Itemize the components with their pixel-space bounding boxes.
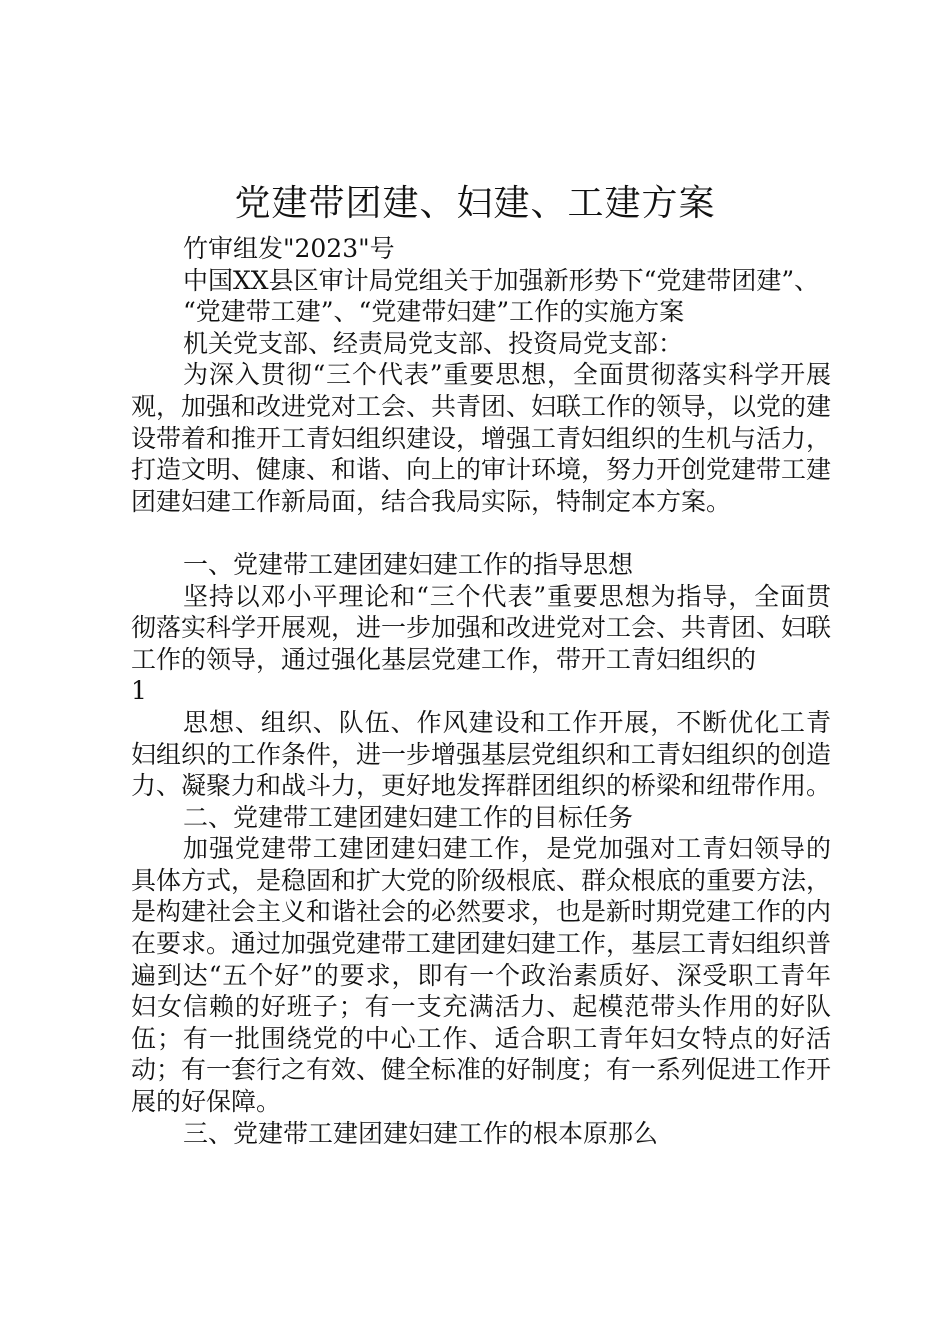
document-subtitle-line1: 中国XX县区审计局党组关于加强新形势下“党建带团建”、 [183,265,820,295]
section1-paragraph1: 坚持以邓小平理论和“三个代表”重要思想为指导，全面贯彻落实科学开展观，进一步加强和改进党对工会、共青团、妇联工作的领导，通过强化基层党建工作，带开工青妇组织的 [131,581,832,674]
section2-heading: 二、党建带工建团建妇建工作的目标任务 [183,802,634,832]
recipients-line: 机关党支部、经责局党支部、投资局党支部： [183,328,684,358]
document-title: 党建带团建、妇建、工建方案 [234,183,716,224]
document-subtitle-line2: “党建带工建”、“党建带妇建”工作的实施方案 [183,297,685,327]
paragraph-spacer [131,517,831,549]
document-number: 竹审组发"2023"号 [183,234,395,263]
page-number: 1 [131,676,147,706]
section3-heading: 三、党建带工建团建妇建工作的根本原那么 [183,1118,659,1148]
intro-paragraph: 为深入贯彻“三个代表”重要思想，全面贯彻落实科学开展观，加强和改进党对工会、共青团、妇联工作的领导，以党的建设带着和推开工青妇组织建设，增强工青妇组织的生机与活力，打造文明、健康、和谐、向上的审计环境，努力开创党建带工建团建妇建工作新局面，结合我局实际，特制定本方案。 [131,360,832,516]
document-body [131,233,831,1149]
section2-paragraph: 加强党建带工建团建妇建工作，是党加强对工青妇领导的具体方式，是稳固和扩大党的阶级根底、群众根底的重要方法，是构建社会主义和谐社会的必然要求，也是新时期党建工作的内在要求。通过加强党建带工建团建妇建工作，基层工青妇组织普遍到达“五个好”的要求，即有一个政治素质好、深受职工青年妇女信赖的好班子；有一支充满活力、起模范带头作用的好队伍；有一批围绕党的中心工作、适合职工青年妇女特点的好活动；有一套行之有效、健全标准的好制度；有一系列促进工作开展的好保障。 [131,834,832,1117]
section1-heading: 一、党建带工建团建妇建工作的指导思想 [183,549,634,579]
section1-paragraph2: 思想、组织、队伍、作风建设和工作开展，不断优化工青妇组织的工作条件，进一步增强基层党组织和工青妇组织的创造力、凝聚力和战斗力，更好地发挥群团组织的桥梁和纽带作用。 [131,707,832,801]
